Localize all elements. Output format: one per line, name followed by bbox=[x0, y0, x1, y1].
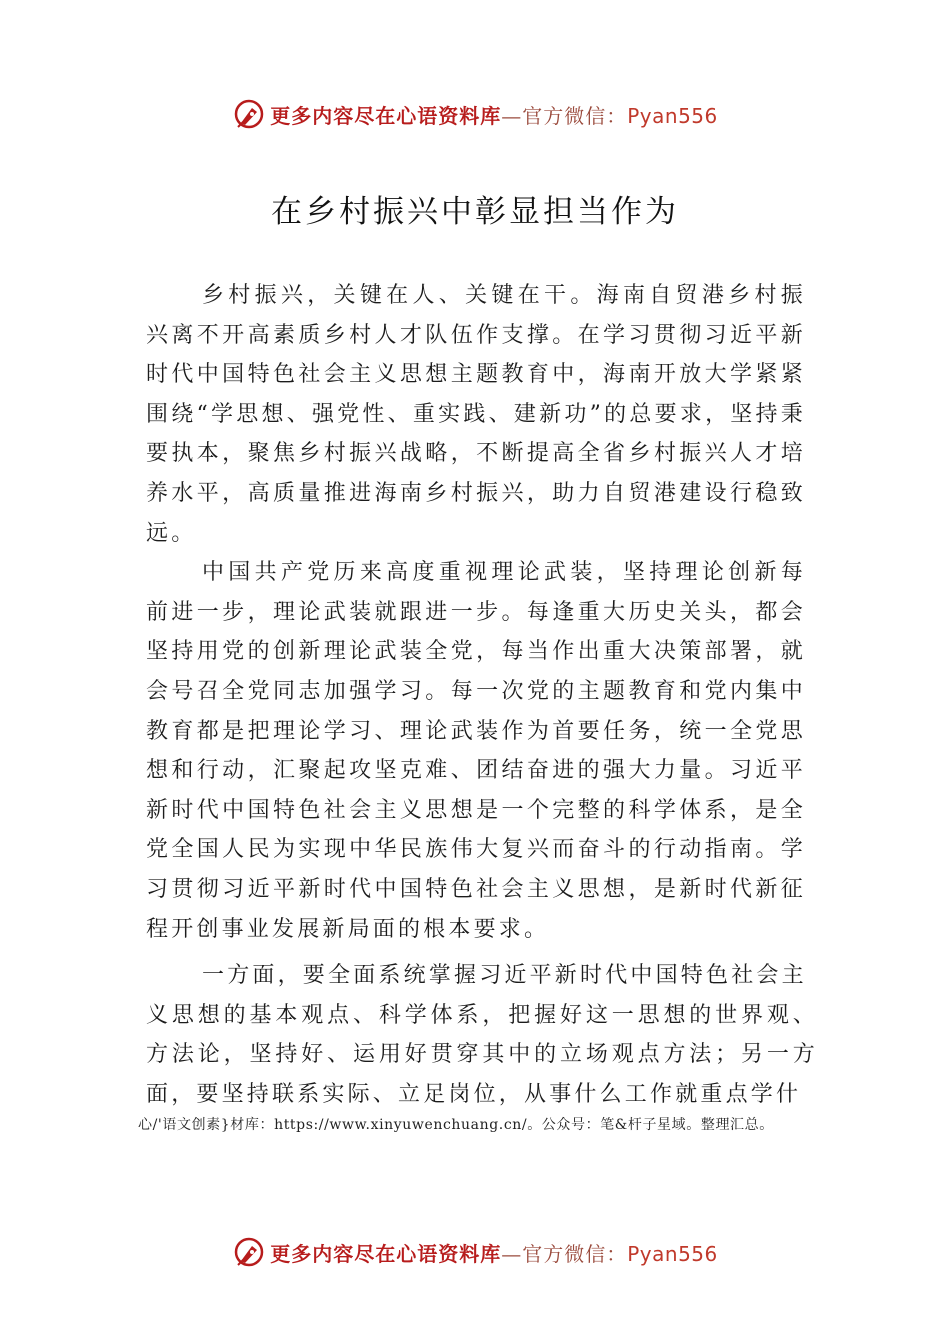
pen-nib-icon bbox=[232, 1235, 266, 1269]
brand-text: 更多内容尽在心语资料库 bbox=[270, 103, 502, 128]
document-title: 在乡村振兴中彰显担当作为 bbox=[271, 194, 679, 230]
source-footnote: 心/'语文创素}材库：https://www.xinyuwenchuang.cn/。公众号：笔&杆子星域。整理汇总。 bbox=[138, 1117, 774, 1133]
wechat-label: 官方微信： bbox=[522, 1241, 628, 1266]
brand-text: 更多内容尽在心语资料库 bbox=[270, 1241, 502, 1266]
wechat-id: Pyan556 bbox=[627, 1241, 718, 1266]
header-banner-content bbox=[232, 97, 718, 131]
brand-separator: — bbox=[501, 103, 523, 128]
document-body bbox=[146, 276, 806, 949]
header-banner bbox=[0, 94, 950, 134]
wechat-id: Pyan556 bbox=[627, 103, 718, 128]
footer-banner bbox=[0, 1232, 950, 1272]
paragraph-3 bbox=[146, 956, 818, 1114]
paragraph-3-continuation: 义思想的基本观点、科学体系，把握好这一思想的世界观、 方法论，坚持好、运用好贯穿其中的立场观点方法；另一方面，要坚持联系实际、立足岗位，从事什么工作就重点学什 bbox=[146, 1002, 818, 1107]
pen-nib-icon bbox=[232, 97, 266, 131]
paragraph-3-first-line: 一方面，要全面系统掌握习近平新时代中国特色社会主 bbox=[202, 963, 807, 988]
wechat-label: 官方微信： bbox=[522, 103, 628, 128]
brand-separator: — bbox=[501, 1241, 523, 1266]
footer-banner-content bbox=[232, 1235, 718, 1269]
paragraph-2: 中国共产党历来高度重视理论武装，坚持理论创新每前进一步，理论武装就跟进一步。每逢重大历史关头，都会坚持用党的创新理论武装全党，每当作出重大决策部署，就会号召全党同志加强学习。每一次党的主题教育和党内集中教育都是把理论学习、理论武装作为首要任务，统一全党思想和行动，汇聚起攻坚克难、团结奋进的强大力量。习近平新时代中国特色社会主义思想是一个完整的科学体系，是全党全国人民为实现中华民族伟大复兴而奋斗的行动指南。学习贯彻习近平新时代中国特色社会主义思想，是新时代新征程开创事业发展新局面的根本要求。 bbox=[146, 560, 806, 942]
paragraph-1: 乡村振兴，关键在人、关键在干。海南自贸港乡村振兴离不开高素质乡村人才队伍作支撑。在学习贯彻习近平新时代中国特色社会主义思想主题教育中，海南开放大学紧紧围绕“学思想、强党性、重实践、建新功”的总要求，坚持秉要执本，聚焦乡村振兴战略，不断提高全省乡村振兴人才培养水平，高质量推进海南乡村振兴，助力自贸港建设行稳致远。 bbox=[146, 283, 806, 546]
